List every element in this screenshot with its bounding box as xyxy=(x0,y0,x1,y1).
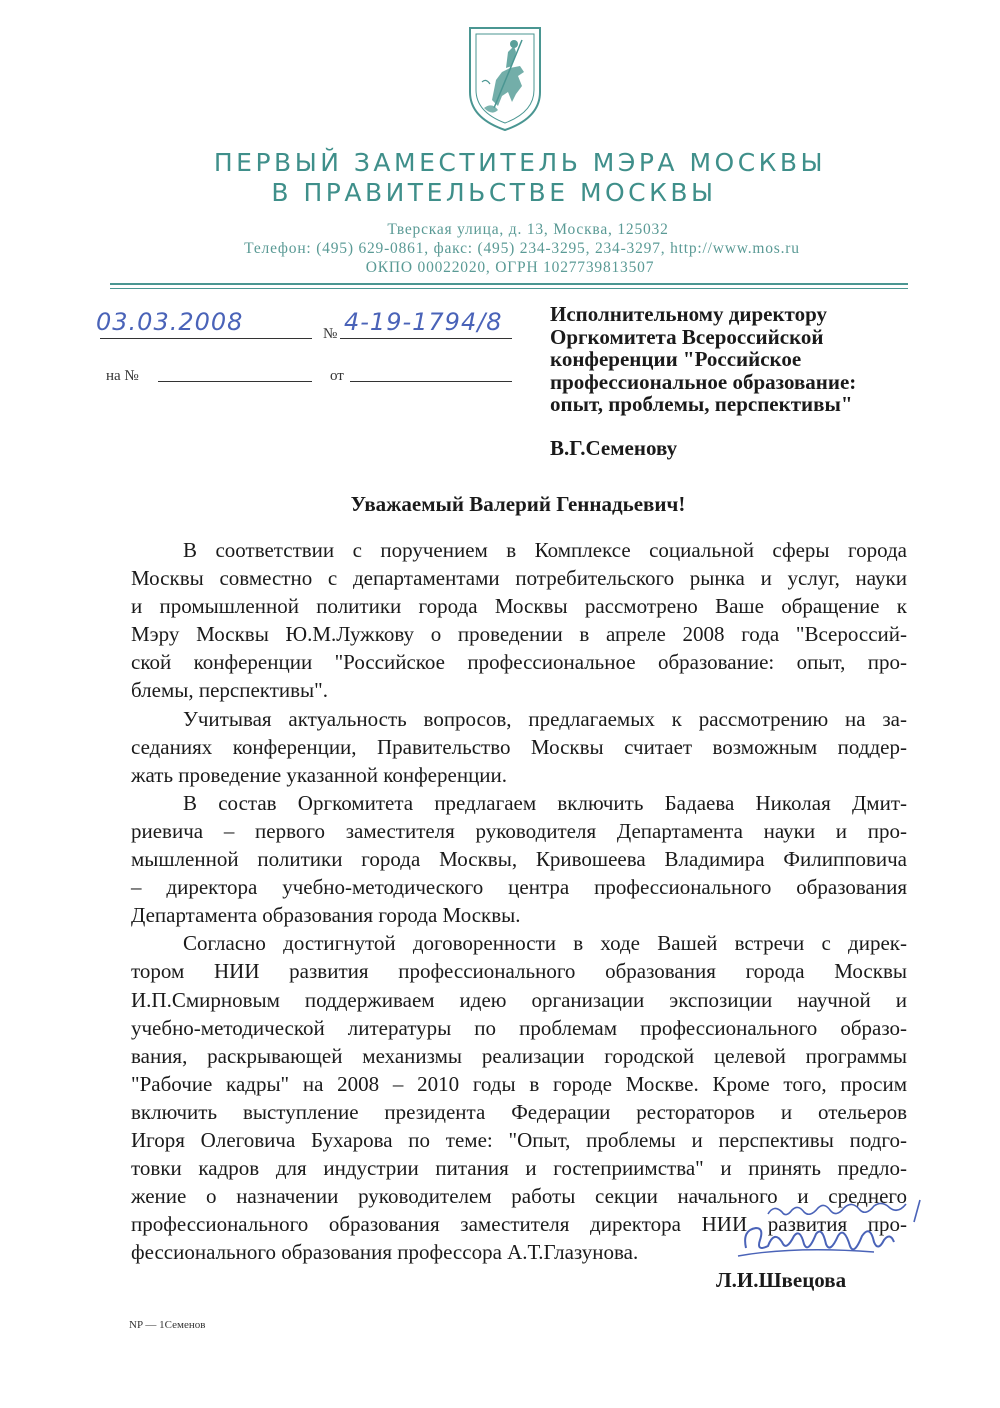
paragraph xyxy=(131,536,907,705)
header-divider xyxy=(110,283,908,285)
header-codes: ОКПО 00022020, ОГРН 1027739813507 xyxy=(365,259,655,276)
body-line: Департамента образования города Москвы. xyxy=(131,903,521,928)
body-line: "Рабочие кадры" на 2008 – 2010 годы в городе Москве. Кроме того, просим xyxy=(131,1071,907,1096)
header-address: Тверская улица, д. 13, Москва, 125032 xyxy=(387,221,669,238)
body-line: Учитывая актуальность вопросов, предлагаемых к рассмотрению на за- xyxy=(183,706,907,731)
body-line: седаниях конференции, Правительство Москвы считает возможным поддер- xyxy=(131,734,907,759)
body-line: и промышленной политики города Москвы рассмотрено Ваше обращение к xyxy=(131,594,907,619)
from-label: от xyxy=(330,368,344,384)
body-line: В соответствии с поручением в Комплексе социальной сферы города xyxy=(183,538,907,562)
body-line: мышленной политики города Москвы, Кривошеева Владимира Филипповича xyxy=(131,847,907,872)
number-underline xyxy=(340,338,512,339)
body-line: Москвы совместно с департаментами потребительского рынка и услуг, науки xyxy=(131,566,907,591)
header-title-line1: ПЕРВЫЙ ЗАМЕСТИТЕЛЬ МЭРА МОСКВЫ xyxy=(213,148,827,177)
addressee-line: профессиональное образование: xyxy=(550,369,857,394)
header-divider-thin xyxy=(110,288,908,289)
body-line: блемы, перспективы". xyxy=(131,678,328,703)
body-line: тором НИИ развития профессионального образования города Москвы xyxy=(131,959,907,984)
addressee-line: Оргкомитета Всероссийской xyxy=(550,324,824,349)
body-line: жать проведение указанной конференции. xyxy=(131,762,508,787)
number-label: № xyxy=(323,326,338,342)
paragraph xyxy=(131,705,907,789)
body-line: Согласно достигнутой договоренности в ходе Вашей встречи с дирек- xyxy=(183,931,907,956)
addressee-name: В.Г.Семенову xyxy=(550,436,678,460)
body-line: риевича – первого заместителя руководителя Департамента науки и про- xyxy=(131,818,907,843)
letter-body xyxy=(131,536,907,1266)
body-line: жение о назначении руководителем работы секции начального и среднего xyxy=(131,1184,907,1209)
addressee-block xyxy=(550,303,950,416)
paragraph xyxy=(131,789,907,929)
from-underline xyxy=(350,381,512,382)
reference-underline xyxy=(158,381,312,382)
addressee-line: Исполнительному директору xyxy=(550,302,827,326)
date-underline xyxy=(100,338,312,339)
addressee-line: опыт, проблемы, перспективы" xyxy=(550,392,853,416)
body-line: фессионального образования профессора А.Т.Глазунова. xyxy=(131,1240,639,1265)
body-line: – директора учебно-методического центра профессионального образования xyxy=(131,875,907,900)
body-line: вания, раскрывающей механизмы реализации городской целевой программы xyxy=(131,1043,907,1068)
header-contacts: Телефон: (495) 629-0861, факс: (495) 234-3295, 234-3297, http://www.mos.ru xyxy=(244,240,800,257)
outgoing-number: 4-19-1794/8 xyxy=(344,308,503,336)
signer-name: Л.И.Швецова xyxy=(716,1268,847,1292)
header-title-line2: В ПРАВИТЕЛЬСТВЕ МОСКВЫ xyxy=(271,178,717,207)
body-line: ской конференции "Российское профессиональное образование: опыт, про- xyxy=(131,650,907,675)
file-reference: NP — 1Семенов xyxy=(129,1319,206,1331)
body-line: профессионального образования заместителя директора НИИ развития про- xyxy=(131,1212,907,1237)
moscow-coat-of-arms-icon xyxy=(462,22,548,134)
body-line: И.П.Смирновым поддерживаем идею организации экспозиции научной и xyxy=(131,987,907,1012)
handwritten-signature xyxy=(734,1196,934,1268)
body-line: Игоря Олеговича Бухарова по теме: "Опыт, проблемы и перспективы подго- xyxy=(131,1127,907,1152)
reference-label: на № xyxy=(106,368,139,384)
greeting: Уважаемый Валерий Геннадьевич! xyxy=(350,492,686,516)
body-line: В состав Оргкомитета предлагаем включить Бадаева Николая Дмит- xyxy=(183,790,907,815)
addressee-line: конференции "Российское xyxy=(550,347,802,371)
body-line: Мэру Москвы Ю.М.Лужкову о проведении в апреле 2008 года "Всероссий- xyxy=(131,622,907,647)
outgoing-date: 03.03.2008 xyxy=(96,308,244,336)
body-line: товки кадров для индустрии питания и гостеприимства" и принять предло- xyxy=(131,1156,907,1181)
body-line: включить выступление президента Федерации рестораторов и отельеров xyxy=(131,1099,907,1124)
body-line: учебно-методической литературы по проблемам профессионального образо- xyxy=(131,1015,907,1040)
